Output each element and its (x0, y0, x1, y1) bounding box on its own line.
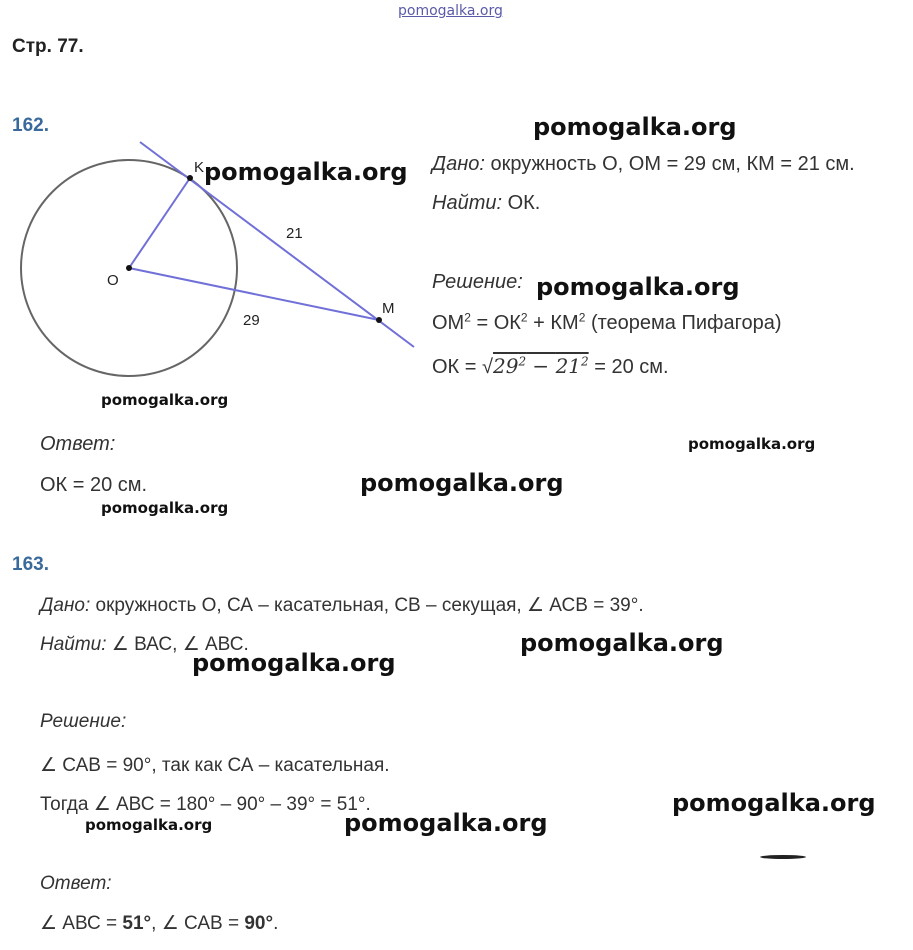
label-k: K (194, 159, 205, 176)
watermark: pomogalka.org (533, 113, 737, 141)
problem-number-162: 162. (12, 115, 49, 136)
watermark-top[interactable]: pomogalka.org (398, 3, 503, 19)
solution-label-163: Решение: (40, 711, 127, 732)
page-reference: Стр. 77. (12, 36, 84, 57)
label-om-length: 29 (243, 312, 260, 329)
solution-line-2: Тогда ∠ АВС = 180° – 90° – 39° = 51°. (40, 794, 371, 815)
watermark: pomogalka.org (204, 158, 408, 186)
solution-line-1: ∠ САВ = 90°, так как СА – касательная. (40, 755, 390, 776)
answer-label-163: Ответ: (40, 873, 112, 894)
watermark: pomogalka.org (101, 499, 229, 517)
radicand: $29^2 - 21^2$ (492, 354, 589, 378)
watermark: pomogalka.org (360, 469, 564, 497)
find-text: ОК. (502, 192, 541, 214)
given-label: Дано: (432, 153, 485, 175)
label-o: O (107, 272, 119, 289)
given-163 (40, 594, 644, 617)
watermark: pomogalka.org (520, 629, 724, 657)
ink-smudge (760, 855, 806, 859)
find-label: Найти: (40, 634, 107, 655)
segment-ok (129, 178, 190, 268)
watermark: pomogalka.org (672, 789, 876, 817)
find-text: ∠ ВАС, ∠ АВС. (106, 634, 249, 655)
equation-ok: ОК = $√29^2 - 21^2 = 20$ см. (432, 354, 669, 378)
equation-pythagoras: $ОМ^2 = ОК^2 + КМ^2$ (теорема Пифагора) (432, 310, 782, 334)
sqrt-icon: √ (482, 356, 493, 378)
watermark: pomogalka.org (688, 435, 816, 453)
given-text: окружность О, СА – касательная, СВ – секущая, ∠ АСВ = 39°. (90, 595, 644, 616)
point-m (376, 317, 382, 323)
watermark: pomogalka.org (536, 273, 740, 301)
watermark: pomogalka.org (85, 816, 213, 834)
answer-163: ∠ АВС = 51°, ∠ САВ = 90°. (40, 913, 279, 934)
given-label: Дано: (40, 595, 91, 616)
find-label: Найти: (432, 192, 503, 214)
label-km-length: 21 (286, 225, 303, 242)
find-162 (432, 192, 540, 215)
problem-number-163: 163. (12, 554, 49, 575)
point-o (126, 265, 132, 271)
solution-label-162: Решение: (432, 271, 523, 293)
answer-162: ОК = 20 см. (40, 474, 148, 496)
watermark: pomogalka.org (344, 809, 548, 837)
given-text: окружность О, ОМ = 29 см, КМ = 21 см. (484, 153, 855, 175)
point-k (187, 175, 193, 181)
watermark: pomogalka.org (101, 391, 229, 409)
answer-label-162: Ответ: (40, 433, 116, 455)
label-m: M (382, 300, 395, 317)
watermark: pomogalka.org (192, 649, 396, 677)
given-162 (432, 153, 855, 176)
